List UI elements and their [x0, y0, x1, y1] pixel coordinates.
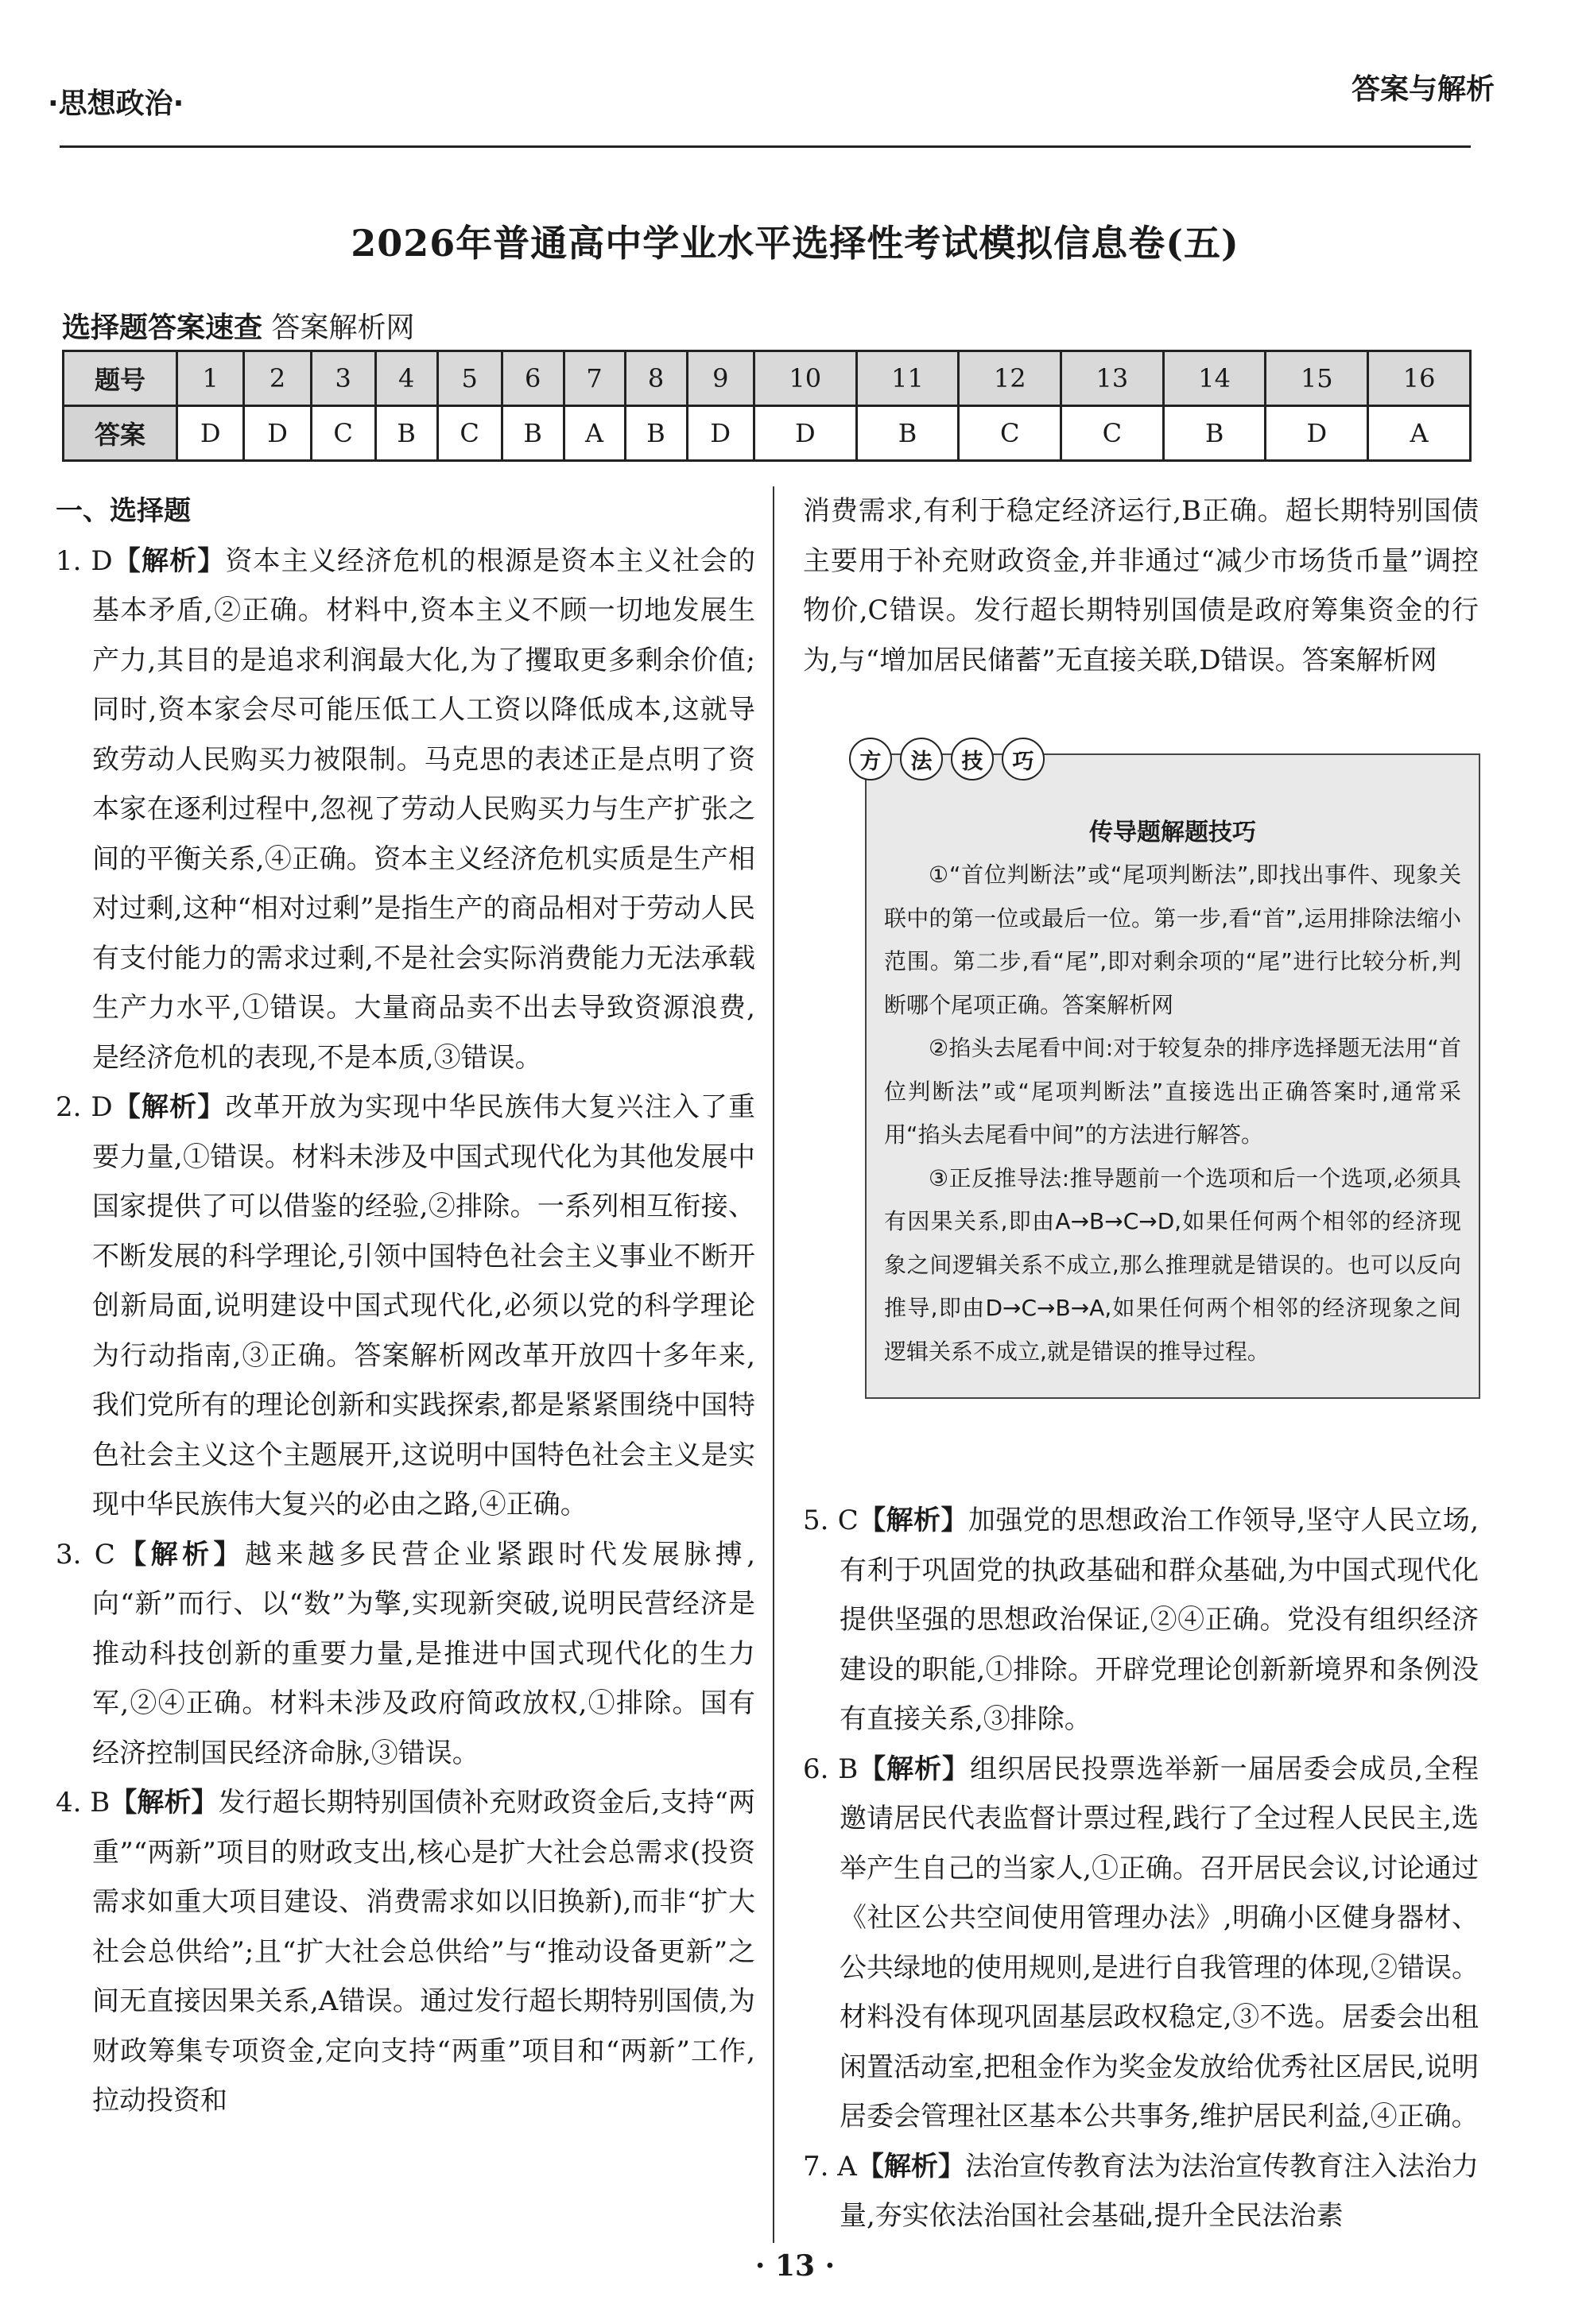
- question-number: 15: [1266, 351, 1368, 406]
- question-number: 5: [437, 351, 502, 406]
- tip-title: 传导题解题技巧: [1089, 819, 1256, 846]
- explanation-item: [803, 2142, 1479, 2241]
- column-divider: [773, 486, 774, 2243]
- tip-badge: 巧: [1002, 738, 1045, 780]
- quick-answer-heading: [62, 305, 414, 346]
- answer-cell: C: [1061, 406, 1164, 461]
- item-text: 资本主义经济危机的根源是资本主义社会的基本矛盾,②正确。材料中,资本主义不顾一切地发展生产力,其目的是追求利润最大化,为了攫取更多剩余价值;同时,资本家会尽可能压低工人工资以降低成本,这就导致劳动人民购买力被限制。马克思的表述正是点明了资本家在逐利过程中,忽视了劳动人民购买力与生产扩张之间的平衡关系,④正确。资本主义经济危机实质是生产相对过剩,这种“相对过剩”是指生产的商品相对于劳动人民有支付能力的需求过剩,不是社会实际消费能力无法承载生产力水平,①错误。大量商品卖不出去导致资源浪费,是经济危机的表现,不是本质,③错误。: [92, 544, 756, 1074]
- answer-cell: D: [687, 406, 754, 461]
- continued-text: 消费需求,有利于稳定经济运行,B正确。超长期特别国债主要用于补充财政资金,并非通过“减少市场货币量”调控物价,C错误。发行超长期特别国债是政府筹集资金的行为,与“增加居民储蓄”无直接关联,D错误。答案解析网: [803, 495, 1479, 676]
- answer-cell: C: [437, 406, 502, 461]
- item-text: 越来越多民营企业紧跟时代发展脉搏,向“新”而行、以“数”为擎,实现新突破,说明民营经济是推动科技创新的重要力量,是推进中国式现代化的生力军,②④正确。材料未涉及政府简政放权,①排除。国有经济控制国民经济命脉,③错误。: [92, 1538, 756, 1769]
- explanation-item: [56, 1530, 755, 1779]
- answer-cell: B: [375, 406, 437, 461]
- explanation-item: [56, 536, 755, 1083]
- question-number: 16: [1368, 351, 1471, 406]
- question-number: 3: [311, 351, 375, 406]
- question-number: 12: [959, 351, 1061, 406]
- answer-cell: A: [564, 406, 625, 461]
- answer-cell: D: [1266, 406, 1368, 461]
- answer-table: [62, 350, 1472, 462]
- answer-table-number-row: [64, 351, 1471, 406]
- item-answer: 4. B: [56, 1787, 111, 1819]
- item-answer: 5. C: [803, 1505, 859, 1536]
- item-text: 组织居民投票选举新一届居委会成员,全程邀请居民代表监督计票过程,践行了全过程人民民主,选举产生自己的当家人,①正确。召开居民会议,讨论通过《社区公共空间使用管理办法》,明确小区健身器材、公共绿地的使用规则,是进行自我管理的体现,②错误。材料没有体现巩固基层政权稳定,③不选。居委会出租闲置活动室,把租金作为奖金发放给优秀社区居民,说明居委会管理社区基本公共事务,维护居民利益,④正确。: [840, 1753, 1479, 2132]
- tip-paragraph: ②掐头去尾看中间:对于较复杂的排序选择题无法用“首位判断法”或“尾项判断法”直接选出正确答案时,通常采用“掐头去尾看中间”的方法进行解答。: [884, 1035, 1461, 1148]
- tip-badge: 技: [951, 738, 994, 780]
- quick-answer-suffix: 答案解析网: [271, 312, 415, 344]
- question-number: 2: [244, 351, 311, 406]
- item-text: 发行超长期特别国债补充财政资金后,支持“两重”“两新”项目的财政支出,核心是扩大社会总需求(投资需求如重大项目建设、消费需求如以旧换新),而非“扩大社会总供给”;且“扩大社会总供给”与“推动设备更新”之间无直接因果关系,A错误。通过发行超长期特别国债,为财政筹集专项资金,定向支持“两重”项目和“两新”工作,拉动投资和: [92, 1787, 755, 2117]
- tip-paragraph: ①“首位判断法”或“尾项判断法”,即找出事件、现象关联中的第一位或最后一位。第一步,看“首”,运用排除法缩小范围。第二步,看“尾”,即对剩余项的“尾”进行比较分析,判断哪个尾项正确。答案解析网: [884, 862, 1461, 1018]
- method-tip-box: [865, 753, 1480, 1399]
- item-answer: 3. C: [56, 1538, 115, 1571]
- question-number: 8: [625, 351, 687, 406]
- question-number: 6: [502, 351, 564, 406]
- item-answer: 6. B: [803, 1753, 859, 1785]
- answer-cell: D: [244, 406, 311, 461]
- answer-cell: A: [1368, 406, 1471, 461]
- item-answer: 2. D: [56, 1091, 113, 1123]
- question-number: 7: [564, 351, 625, 406]
- item-answer: 1. D: [56, 544, 113, 577]
- tip-paragraph: ③正反推导法:推导题前一个选项和后一个选项,必须具有因果关系,即由A→B→C→D,如果任何两个相邻的经济现象之间逻辑关系不成立,那么推理就是错误的。也可以反向推导,即由D→C→B→A,如果任何两个相邻的经济现象之间逻辑关系不成立,就是错误的推导过程。: [884, 1164, 1461, 1365]
- answer-cell: B: [856, 406, 959, 461]
- answer-cell: B: [625, 406, 687, 461]
- answer-cell: C: [311, 406, 375, 461]
- header-rule: [60, 145, 1471, 148]
- explanation-item: [803, 1745, 1479, 2142]
- subject-label: ·思想政治·: [48, 87, 184, 120]
- tip-badge: 法: [900, 738, 943, 780]
- analysis-tag: 【解析】: [112, 544, 226, 577]
- page-number: · 13 ·: [754, 2249, 836, 2283]
- explanation-item: [56, 1778, 755, 2126]
- section-label: 答案与解析: [1351, 73, 1495, 106]
- number-row-label: 题号: [64, 351, 177, 406]
- question-number: 11: [856, 351, 959, 406]
- answer-row-label: 答案: [64, 406, 177, 461]
- item-answer: 7. A: [803, 2150, 857, 2183]
- item-text: 改革开放为实现中华民族伟大复兴注入了重要力量,①错误。材料未涉及中国式现代化为其他发展中国家提供了可以借鉴的经验,②排除。一系列相互衔接、不断发展的科学理论,引领中国特色社会主义事业不断开创新局面,说明建设中国式现代化,必须以党的科学理论为行动指南,③正确。答案解析网改革开放四十多年来,我们党所有的理论创新和实践探索,都是紧紧围绕中国特色社会主义这个主题展开,这说明中国特色社会主义是实现中华民族伟大复兴的必由之路,④正确。: [92, 1091, 756, 1520]
- analysis-tag: 【解析】: [114, 1538, 245, 1571]
- method-tip-badges: [849, 738, 1045, 780]
- explanation-item: [803, 1496, 1479, 1745]
- answer-cell: D: [754, 406, 856, 461]
- item-text: 法治宣传教育法为法治宣传教育注入法治力量,夯实依法治国社会基础,提升全民法治素: [840, 2150, 1479, 2232]
- quick-answer-title: 选择题答案速查: [62, 312, 263, 344]
- answer-table-answer-row: [64, 406, 1471, 461]
- section-heading: 一、选择题: [56, 495, 191, 527]
- answer-cell: C: [959, 406, 1061, 461]
- question-number: 13: [1061, 351, 1164, 406]
- left-column: [56, 486, 755, 2126]
- question-number: 10: [754, 351, 856, 406]
- question-number: 9: [687, 351, 754, 406]
- analysis-tag: 【解析】: [858, 1505, 968, 1536]
- analysis-tag: 【解析】: [110, 1787, 219, 1819]
- explanation-item: [56, 1083, 755, 1530]
- item-text: 加强党的思想政治工作领导,坚守人民立场,有利于巩固党的执政基础和群众基础,为中国式现代化提供坚强的思想政治保证,②④正确。党没有组织经济建设的职能,①排除。开辟党理论创新新境界和条例没有直接关系,③排除。: [840, 1505, 1479, 1735]
- tip-body: [884, 854, 1461, 1373]
- analysis-tag: 【解析】: [112, 1091, 226, 1123]
- analysis-tag: 【解析】: [858, 1753, 970, 1785]
- analysis-tag: 【解析】: [856, 2150, 965, 2183]
- answer-cell: B: [1163, 406, 1266, 461]
- page-title: 2026年普通高中学业水平选择性考试模拟信息卷(五): [351, 222, 1239, 265]
- question-number: 4: [375, 351, 437, 406]
- tip-badge: 方: [849, 738, 892, 780]
- question-number: 14: [1163, 351, 1266, 406]
- question-number: 1: [177, 351, 244, 406]
- answer-cell: B: [502, 406, 564, 461]
- answer-cell: D: [177, 406, 244, 461]
